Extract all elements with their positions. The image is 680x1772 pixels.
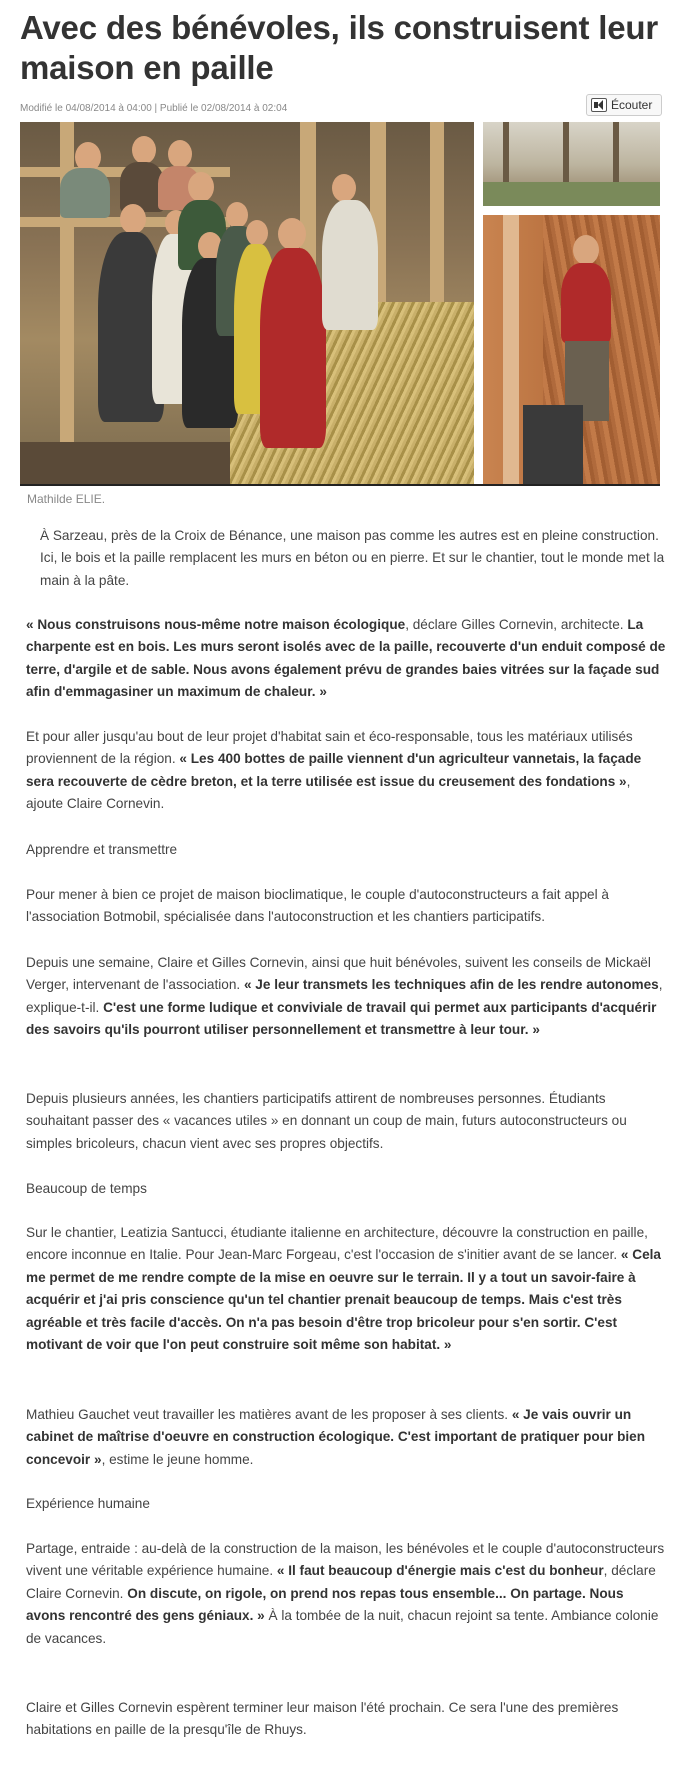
listen-button[interactable]: [586, 94, 662, 116]
paragraph: Pour mener à bien ce projet de maison bioclimatique, le couple d'autoconstructeurs a fait appel à l'association Botmobil, spécialisée dans l'autoconstruction et les chantiers participatifs.: [26, 887, 609, 925]
text: Depuis une semaine, Claire et Gilles Cornevin, ainsi que huit bénévoles, suivent les conseils de Mickaël Verger, intervenant de l'association.: [26, 955, 651, 993]
text: , ajoute Claire Cornevin.: [26, 773, 631, 812]
section-heading: Expérience humaine: [26, 1496, 150, 1511]
paragraph: [26, 952, 666, 1042]
text: Et pour aller jusqu'au bout de leur projet d'habitat sain et éco-responsable, tous les matériaux utilisés proviennent de la région.: [26, 729, 633, 767]
quote: « Nous construisons nous-même notre maison écologique: [26, 617, 406, 632]
photo-person: [322, 200, 378, 330]
photo-person: [332, 174, 356, 202]
text: , déclare Gilles Cornevin, architecte.: [405, 617, 628, 632]
section-heading: Beaucoup de temps: [26, 1181, 147, 1196]
thumbnail-photo-plastering[interactable]: [483, 215, 660, 484]
photo-person: [260, 248, 326, 448]
paragraph: [26, 1404, 666, 1471]
photo-beam: [503, 215, 519, 484]
quote: On discute, on rigole, on prend nos repas tous ensemble... On partage. Nous avons rencontré des gens géniaux. »: [26, 1585, 624, 1624]
photo-person: [246, 220, 268, 246]
article-title: Avec des bénévoles, ils construisent leur maison en paille: [20, 9, 658, 86]
paragraph-closing: Claire et Gilles Cornevin espèrent terminer leur maison l'été prochain. Ce sera l'une des premières habitations en paille de la presqu'île de Rhuys.: [26, 1700, 619, 1738]
paragraph: [26, 726, 666, 816]
photo-person: [132, 136, 156, 164]
paragraph-intro: À Sarzeau, près de la Croix de Bénance, une maison pas comme les autres est en pleine construction. Ici, le bois et la paille remplacent les murs en béton ou en pierre. Et sur le chantier, tout le monde met la main à la pâte.: [40, 528, 665, 588]
photo-person: [120, 204, 146, 234]
article-meta: Modifié le 04/08/2014 à 04:00 | Publié le 02/08/2014 à 02:04: [20, 103, 288, 114]
text: Mathieu Gauchet veut travailler les matières avant de les proposer à ses clients.: [26, 1407, 512, 1422]
section-heading: Apprendre et transmettre: [26, 842, 178, 857]
photo-divider: [20, 484, 660, 486]
paragraph: [26, 1222, 666, 1356]
photo-credit: Mathilde ELIE.: [27, 492, 106, 506]
photo-person: [188, 172, 214, 202]
quote: La charpente est en bois. Les murs seront isolés avec de la paille, recouverte d'un enduit composé de terre, d'argile et de sable. Nous avons également prévu de grandes baies vitrées sur la façade sud afin d'emmagasiner un maximum de chaleur. »: [26, 617, 666, 700]
photo-person: [561, 263, 611, 343]
quote: « Cela me permet de me rendre compte de la mise en oeuvre sur le terrain. Il y a tout un savoir-faire à acquérir et j'ai pris conscience qu'un tel chantier prenait beaucoup de temps. Mais c'est très agréable et très facile d'accès. On n'a pas besoin d'être trop bricoleur pour s'en sortir. C'est motivant de voir que l'on peut construire soit même son habitat. »: [26, 1247, 661, 1353]
text: , explique-t-il.: [26, 977, 663, 1015]
paragraph: [26, 1538, 666, 1650]
photo-person: [573, 235, 599, 265]
quote: « Je leur transmets les techniques afin de les rendre autonomes: [243, 977, 659, 993]
text: Partage, entraide : au-delà de la construction de la maison, les bénévoles et le couple d'autoconstructeurs vivent une véritable expérience humaine.: [26, 1541, 665, 1579]
text: Sur le chantier, Leatizia Santucci, étudiante italienne en architecture, découvre la construction en paille, encore inconnue en Italie. Pour Jean-Marc Forgeau, c'est l'occasion de s'initier avant de se lancer.: [26, 1225, 648, 1263]
paragraph: Depuis plusieurs années, les chantiers participatifs attirent de nombreuses personnes. Étudiants souhaitant passer des « vacances utiles » en donnant un coup de main, futurs autoconstructeurs ou simples bricoleurs, chacun vient avec ses propres objectifs.: [26, 1091, 627, 1151]
quote: « Il faut beaucoup d'énergie mais c'est du bonheur: [276, 1563, 604, 1579]
text: À la tombée de la nuit, chacun rejoint sa tente. Ambiance colonie de vacances.: [26, 1608, 659, 1646]
photo-ground: [483, 182, 660, 206]
photo-person: [226, 202, 248, 228]
main-photo[interactable]: [20, 122, 474, 484]
speaker-icon: [591, 98, 607, 112]
thumbnail-photo-site[interactable]: [483, 122, 660, 206]
quote: « Les 400 bottes de paille viennent d'un agriculteur vannetais, la façade sera recouverte de cèdre breton, et la terre utilisée est issue du creusement des fondations »: [26, 751, 642, 789]
text: , déclare Claire Cornevin.: [26, 1563, 656, 1601]
text: , estime le jeune homme.: [101, 1451, 254, 1467]
quote: « Je vais ouvrir un cabinet de maîtrise d'oeuvre en construction écologique. C'est important de pratiquer pour bien concevoir »: [26, 1407, 646, 1467]
photo-bucket: [523, 405, 583, 484]
quote: C'est une forme ludique et conviviale de travail qui permet aux participants d'acquérir des savoirs qu'ils pourront utiliser personnellement et transmettre à leur tour. »: [26, 999, 657, 1038]
photo-person: [278, 218, 306, 250]
photo-beam: [430, 122, 444, 312]
photo-person: [168, 140, 192, 168]
listen-label: Écouter: [611, 98, 653, 112]
photo-person: [60, 168, 110, 218]
paragraph: [26, 614, 666, 704]
